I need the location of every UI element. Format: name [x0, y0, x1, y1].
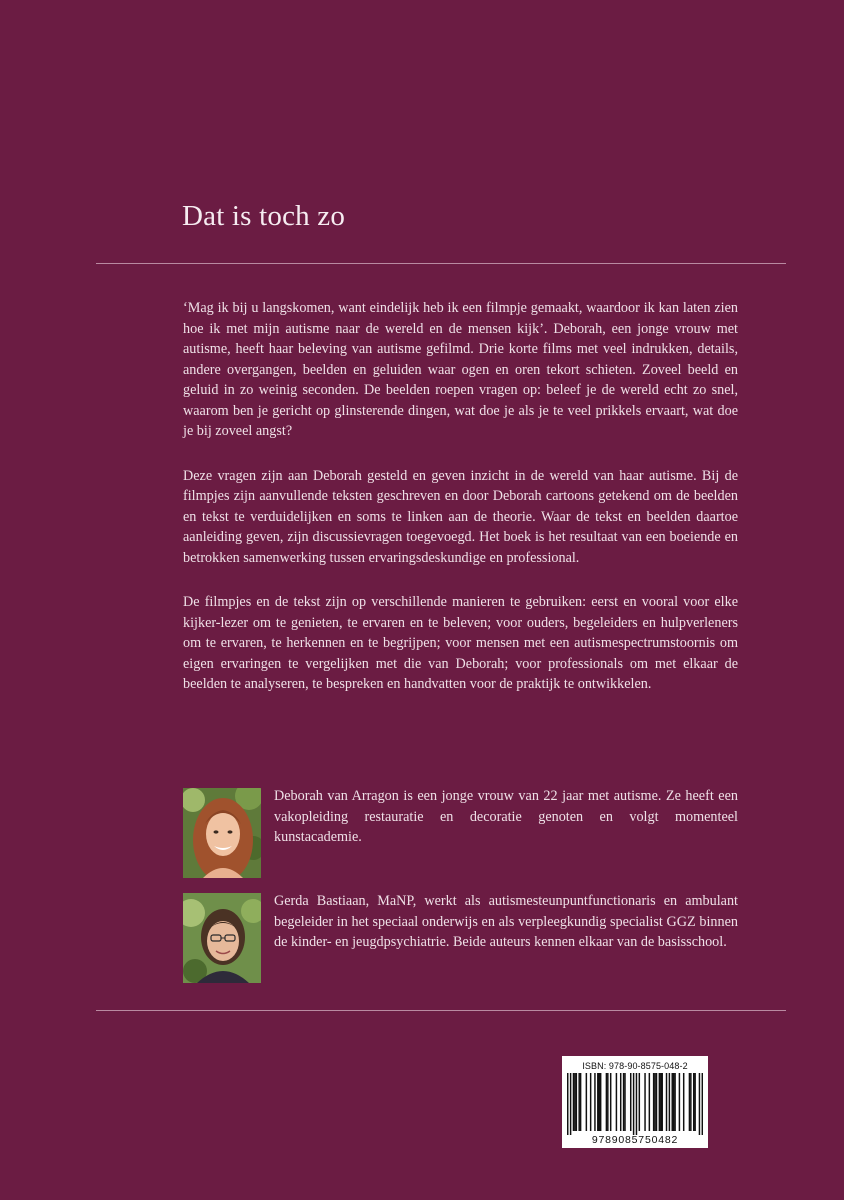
barcode-bar	[673, 1073, 674, 1131]
barcode-bar	[660, 1073, 661, 1131]
author-bio-deborah: Deborah van Arragon is een jonge vrouw van 22 jaar met autisme. Ze heeft een vakopleiding restauratie en decoratie genoten en volgt momenteel kunstacademie.	[274, 788, 738, 845]
barcode-bar	[594, 1073, 595, 1131]
barcode-bar	[694, 1073, 695, 1131]
barcode-bar	[669, 1073, 670, 1131]
barcode-bar	[633, 1073, 634, 1135]
isbn-label: ISBN: 978-90-8575-048-2	[582, 1061, 688, 1071]
barcode-bar	[567, 1073, 568, 1135]
barcode-bar	[623, 1073, 624, 1131]
barcode-bar	[600, 1073, 601, 1131]
bottom-divider	[96, 1010, 786, 1011]
barcode-bar	[624, 1073, 625, 1131]
barcode-bar	[693, 1073, 694, 1131]
author-bio-gerda: Gerda Bastiaan, MaNP, werkt als autismesteunpuntfunctionaris en ambulant begeleider in het speciaal onderwijs en als verpleegkundig specialist GGZ binnen de kinder- en jeugdpsychiatrie. Beide auteurs kennen elkaar van de basisschool.	[274, 893, 738, 950]
barcode-bar	[690, 1073, 691, 1131]
barcode-bar	[616, 1073, 617, 1131]
barcode-bar	[573, 1073, 574, 1131]
barcode-bar	[607, 1073, 608, 1131]
barcode-bar	[699, 1073, 700, 1135]
barcode-bar	[689, 1073, 690, 1131]
barcode-bar	[644, 1073, 645, 1131]
barcode-bar	[597, 1073, 598, 1131]
top-divider	[96, 263, 786, 264]
barcode-bar	[570, 1073, 571, 1135]
ean-number: 9789085750482	[591, 1134, 679, 1146]
barcode-bars	[567, 1073, 703, 1135]
isbn-barcode	[562, 1056, 708, 1148]
barcode-bar	[661, 1073, 662, 1131]
barcode-bar	[580, 1073, 581, 1131]
barcode-bar	[702, 1073, 703, 1135]
barcode-bar	[653, 1073, 654, 1131]
author-photo-gerda	[183, 893, 261, 983]
barcode-bar	[654, 1073, 655, 1131]
blurb-paragraph-1: ‘Mag ik bij u langskomen, want eindelijk heb ik een filmpje gemaakt, waardoor ik kan laten zien hoe ik met mijn autisme naar de wereld en de mensen kijk’. Deborah, een jonge vrouw met autisme, heeft haar beleving van autisme gefilmd. Drie korte films met veel indrukken, details, andere overgangen, beelden en geluiden waar ogen en oren tekort schieten. Zoveel beeld en geluid in zo weinig seconden. De beelden roepen vragen op: beleef je de wereld echt zo snel, waarom ben je gericht op glinsterende dingen, wat doe je als je te veel prikkels ervaart, wat doe je bij zoveel angst?	[183, 300, 738, 439]
barcode-bar	[656, 1073, 657, 1131]
barcode-bar	[639, 1073, 640, 1131]
barcode-bar	[576, 1073, 577, 1131]
barcode-bar	[598, 1073, 599, 1131]
barcode-bar	[630, 1073, 631, 1131]
barcode-bar	[636, 1073, 637, 1135]
blurb	[183, 298, 738, 719]
barcode-bar	[649, 1073, 650, 1131]
barcode-bar	[672, 1073, 673, 1131]
book-title: Dat is toch zo	[182, 200, 346, 232]
barcode-bar	[679, 1073, 680, 1131]
barcode-bar	[620, 1073, 621, 1131]
barcode-bar	[606, 1073, 607, 1131]
barcode-bar	[574, 1073, 575, 1131]
barcode-bar	[578, 1073, 579, 1131]
barcode-bar	[590, 1073, 591, 1131]
barcode-bar	[683, 1073, 684, 1131]
blurb-paragraph-2: Deze vragen zijn aan Deborah gesteld en geven inzicht in de wereld van haar autisme. Bij de filmpjes zijn aanvullende teksten geschreven en door Deborah cartoons getekend om de beelden en tekst te verduidelijken en soms te linken aan de theorie. Waar de tekst en beelden daartoe aanleiding geven, zijn discussievragen toegevoegd. Het boek is het resultaat van een boeiende en betrokken samenwerking tussen ervaringsdeskundige en professional.	[183, 467, 738, 566]
barcode-bar	[586, 1073, 587, 1131]
barcode-bar	[666, 1073, 667, 1131]
blurb-paragraph-3: De filmpjes en de tekst zijn op verschillende manieren te gebruiken: eerst en vooral voor elke kijker-lezer om te genieten, te ervaren en te beleven; voor ouders, begeleiders en hulpverleners om te ervaren, te herkennen en te begrijpen; voor mensen met een autismespectrumstoornis om eigen ervaringen te vergelijken met die van Deborah; voor professionals om met elkaar de beelden te analyseren, te bespreken en handvatten voor de praktijk te ontwikkelen.	[183, 594, 738, 692]
barcode-bar	[610, 1073, 611, 1131]
barcode-bar	[659, 1073, 660, 1131]
barcode-bar	[674, 1073, 675, 1131]
author-photo-deborah	[183, 788, 261, 878]
